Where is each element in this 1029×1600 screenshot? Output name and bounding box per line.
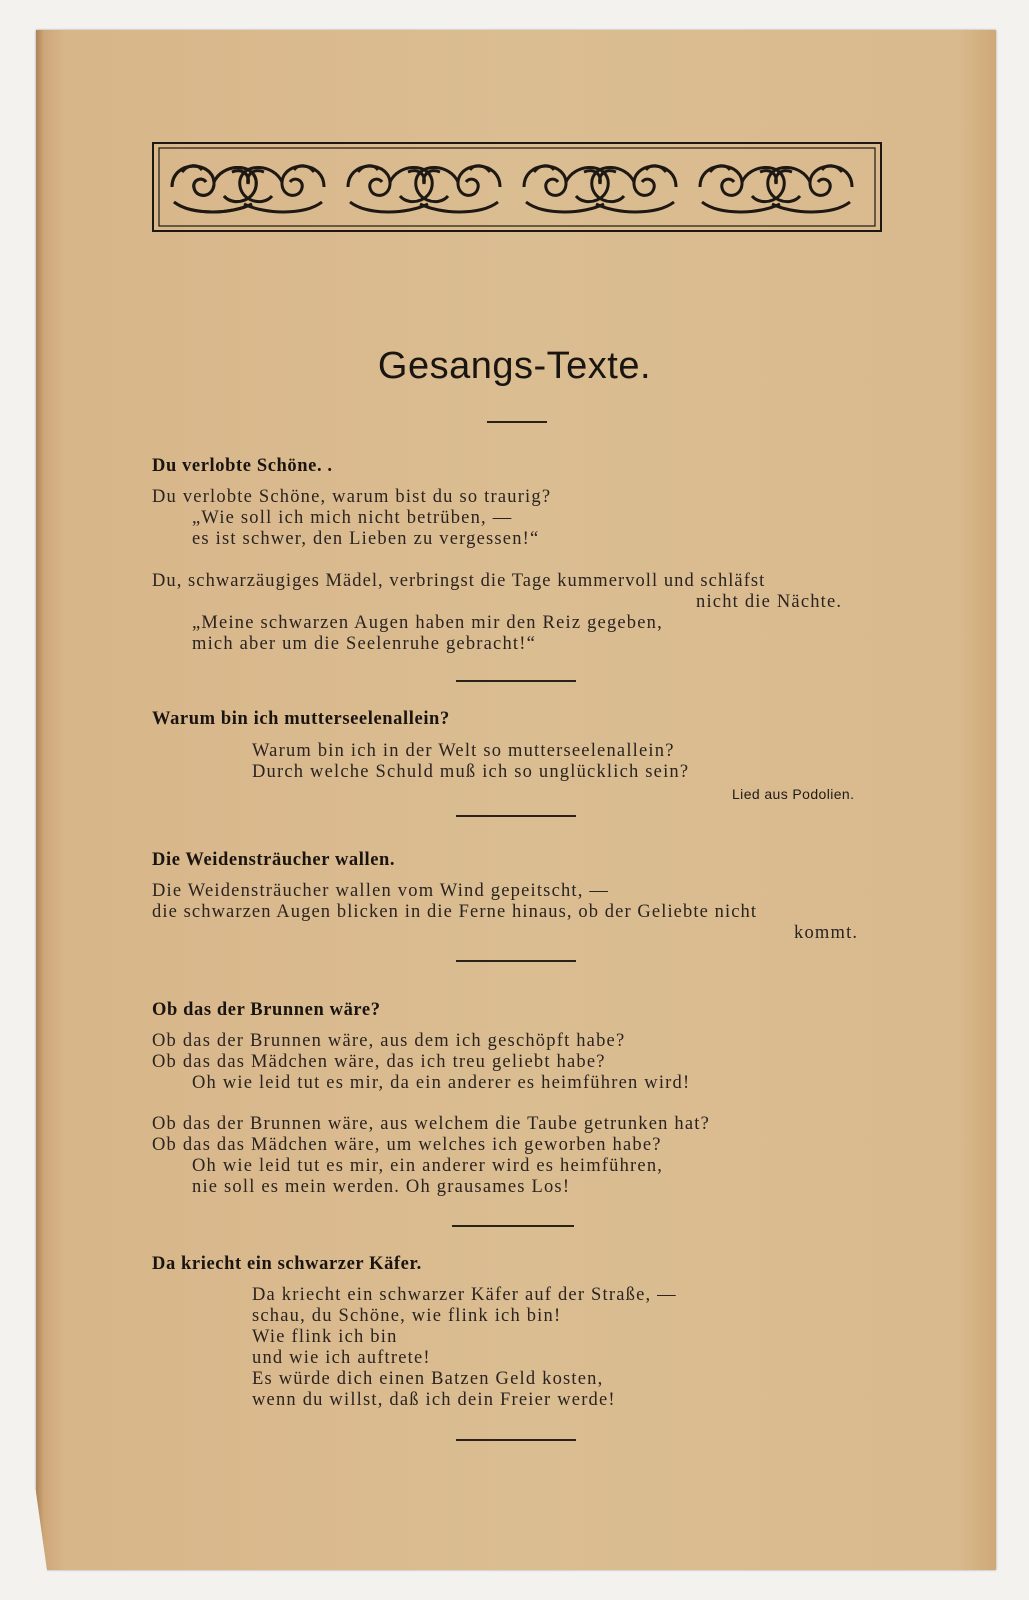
song-line: es ist schwer, den Lieben zu vergessen!“: [192, 529, 540, 549]
song-line: Oh wie leid tut es mir, da ein anderer es heimführen wird!: [192, 1073, 691, 1093]
song-line: und wie ich auftrete!: [252, 1348, 431, 1368]
song-line: Oh wie leid tut es mir, ein anderer wird es heimführen,: [192, 1156, 664, 1176]
song-heading: Ob das der Brunnen wäre?: [152, 1000, 381, 1020]
song-line: Warum bin ich in der Welt so mutterseelenallein?: [252, 741, 675, 761]
song-line: nie soll es mein werden. Oh grausames Los!: [192, 1177, 571, 1197]
title-divider: [487, 421, 547, 423]
song-line: Ob das der Brunnen wäre, aus welchem die Taube getrunken hat?: [152, 1114, 711, 1134]
song-heading: Du verlobte Schöne. .: [152, 456, 333, 476]
song-heading: Warum bin ich mutterseelenallein?: [152, 709, 450, 729]
song-line: Ob das das Mädchen wäre, um welches ich geworben habe?: [152, 1135, 662, 1155]
section-divider: [452, 1225, 574, 1227]
song-heading: Da kriecht ein schwarzer Käfer.: [152, 1254, 422, 1274]
section-divider: [456, 815, 576, 817]
song-line: Da kriecht ein schwarzer Käfer auf der Straße, —: [252, 1285, 677, 1305]
song-line: Wie flink ich bin: [252, 1327, 398, 1347]
section-divider: [456, 680, 576, 682]
ornament-header: [152, 142, 882, 232]
song-line: Du, schwarzäugiges Mädel, verbringst die Tage kummervoll und schläfst: [152, 571, 766, 591]
song-line: kommt.: [794, 923, 859, 943]
song-line: Du verlobte Schöne, warum bist du so traurig?: [152, 487, 552, 507]
song-heading: Die Weidensträucher wallen.: [152, 850, 396, 870]
song-line: Es würde dich einen Batzen Geld kosten,: [252, 1369, 604, 1389]
page-fold-shadow: [36, 30, 44, 1570]
section-divider: [456, 1439, 576, 1441]
song-line: „Wie soll ich mich nicht betrüben, —: [192, 508, 513, 528]
song-line: mich aber um die Seelenruhe gebracht!“: [192, 634, 537, 654]
section-divider: [456, 960, 576, 962]
song-line: schau, du Schöne, wie flink ich bin!: [252, 1306, 562, 1326]
song-line: nicht die Nächte.: [696, 592, 843, 612]
page-title: Gesangs-Texte.: [377, 345, 652, 387]
song-line: die schwarzen Augen blicken in die Ferne hinaus, ob der Geliebte nicht: [152, 902, 758, 922]
song-line: wenn du willst, daß ich dein Freier werde!: [252, 1390, 616, 1410]
song-line: Ob das der Brunnen wäre, aus dem ich geschöpft habe?: [152, 1031, 626, 1051]
song-line: Ob das das Mädchen wäre, das ich treu geliebt habe?: [152, 1052, 606, 1072]
song-line: Durch welche Schuld muß ich so unglücklich sein?: [252, 762, 690, 782]
song-source-note: Lied aus Podolien.: [732, 786, 855, 802]
song-line: „Meine schwarzen Augen haben mir den Reiz gegeben,: [192, 613, 663, 633]
song-line: Die Weidensträucher wallen vom Wind gepeitscht, —: [152, 881, 610, 901]
